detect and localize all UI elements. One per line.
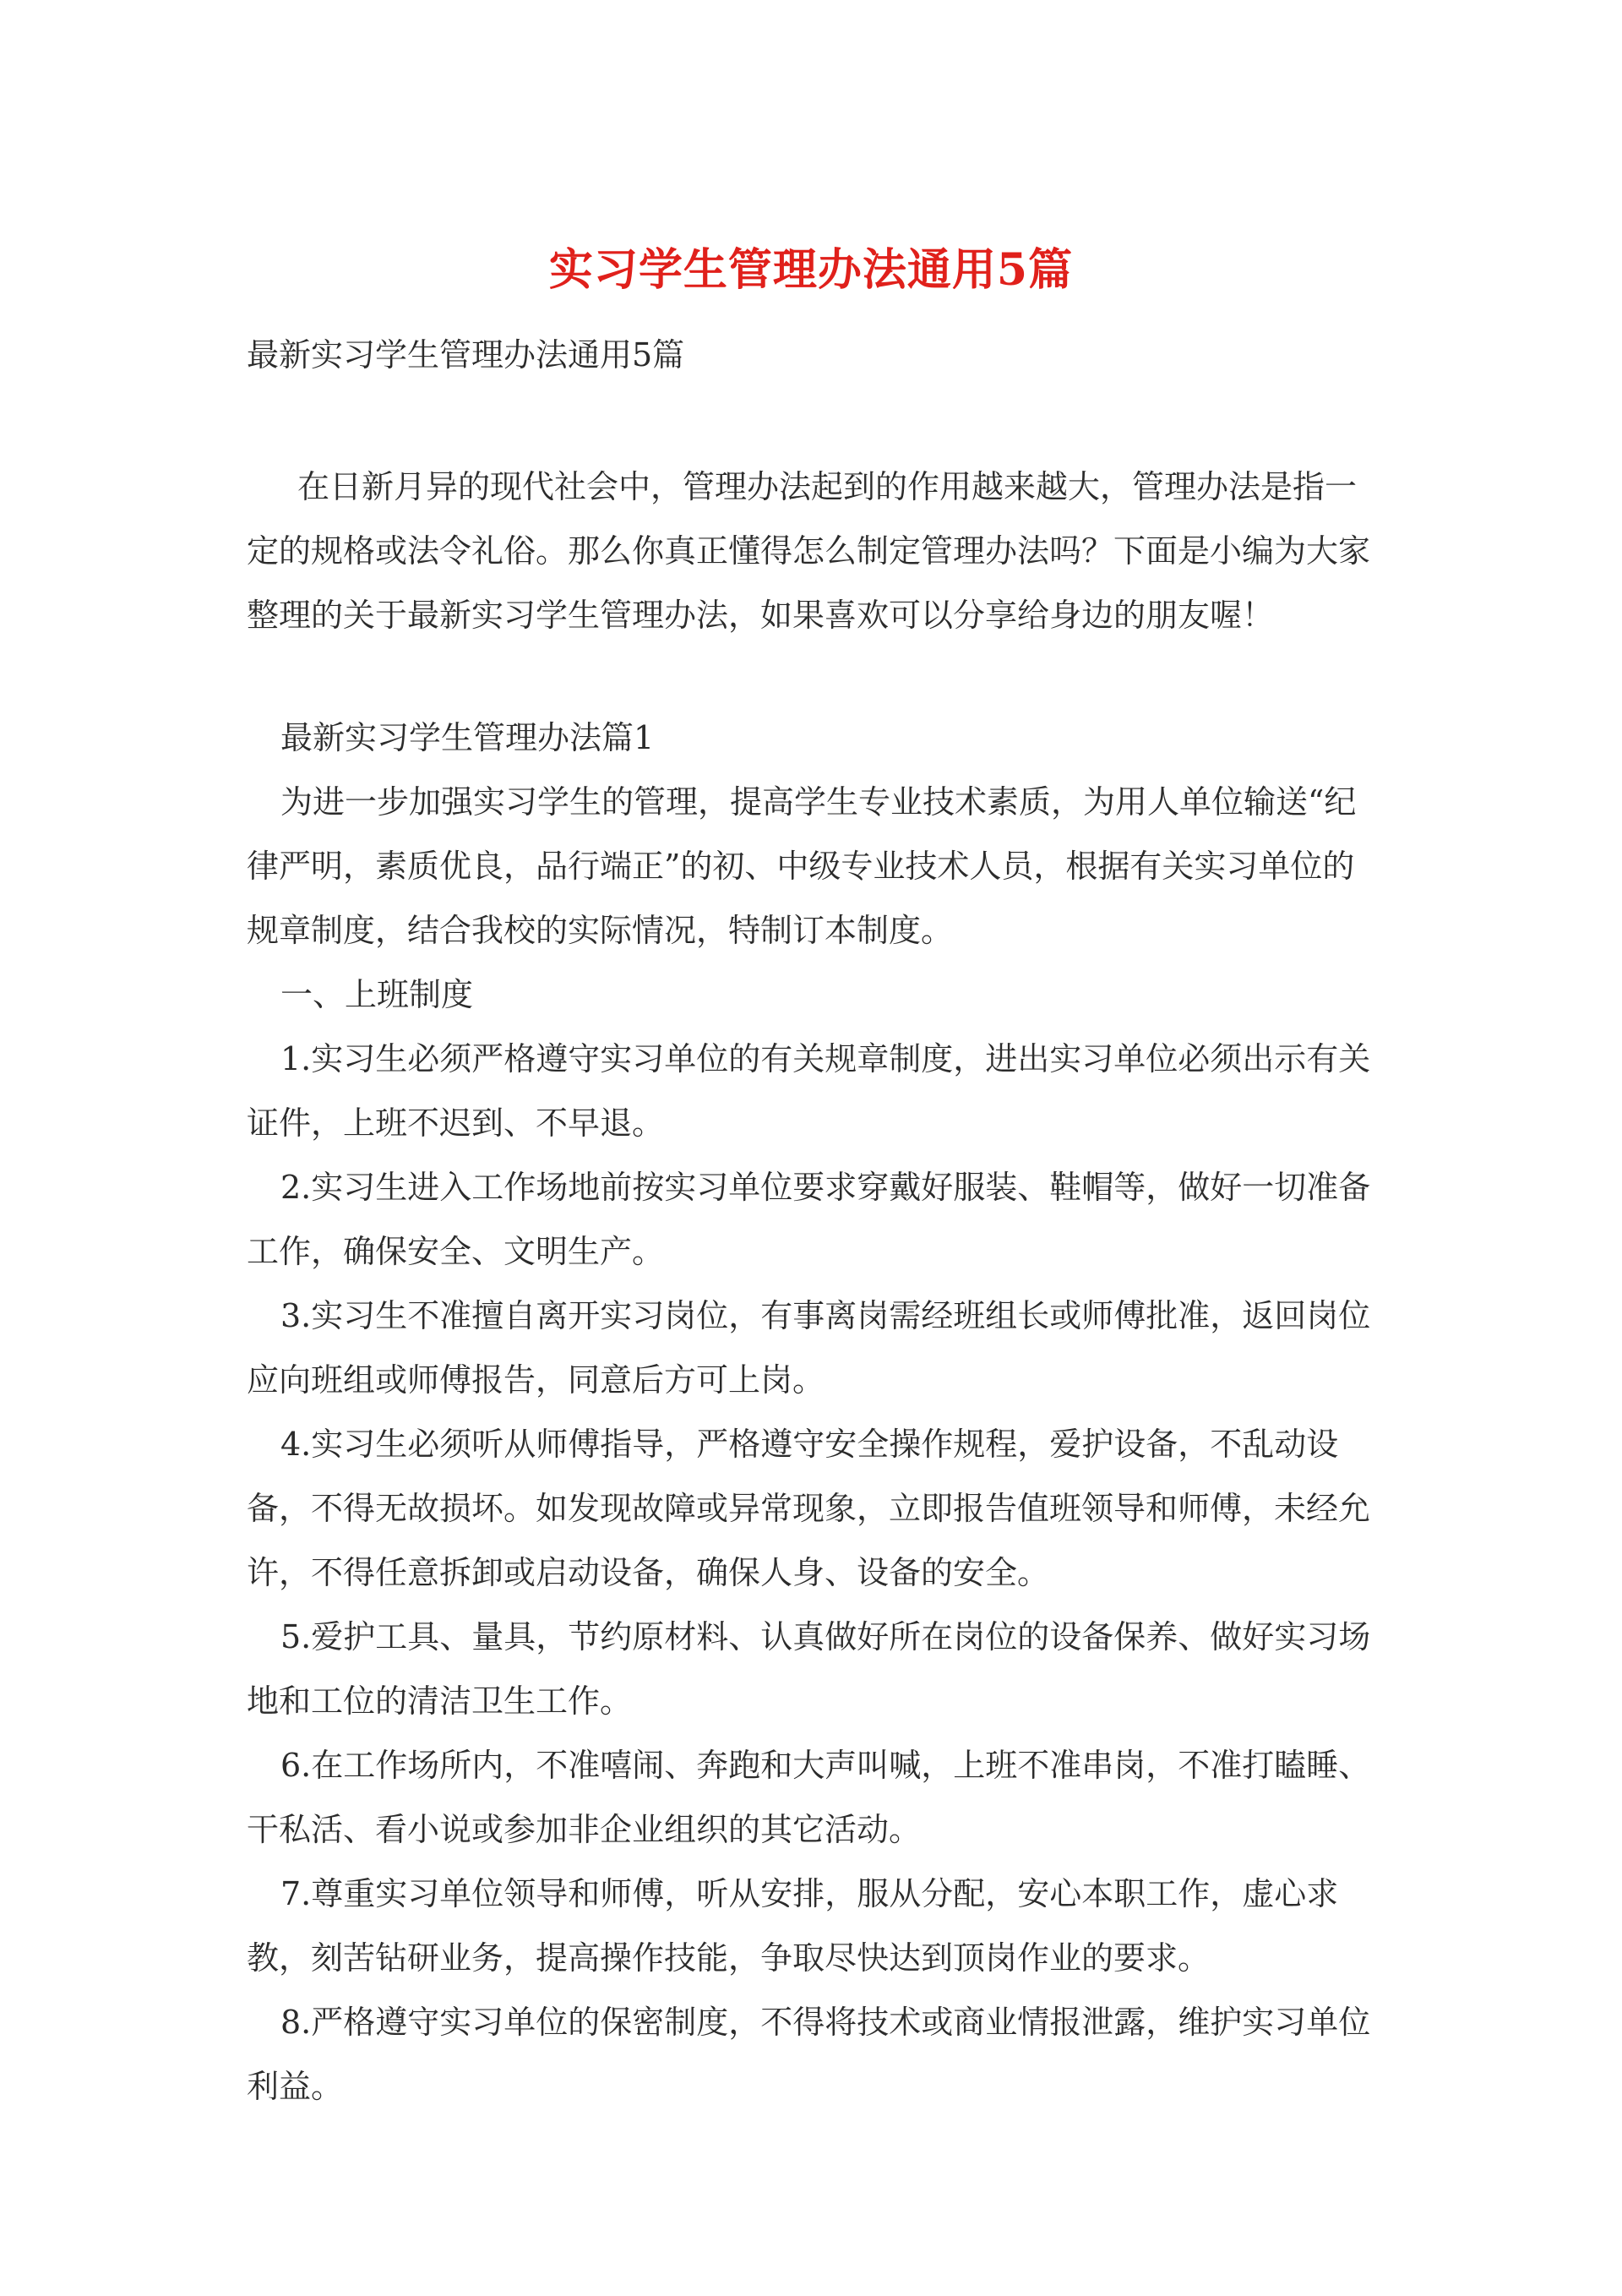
rule-item: 7.尊重实习单位领导和师傅，听从安排，服从分配，安心本职工作，虚心求教，刻苦钻研业务，提高操作技能，争取尽快达到顶岗作业的要求。 — [247, 1875, 1339, 1977]
rule-item: 5.爱护工具、量具，节约原材料、认真做好所在岗位的设备保养、做好实习场地和工位的清洁卫生工作。 — [247, 1618, 1371, 1720]
rule-item: 1.实习生必须严格遵守实习单位的有关规章制度，进出实习单位必须出示有关证件，上班不迟到、不早退。 — [247, 1040, 1371, 1142]
rule-item: 6.在工作场所内，不准嘻闹、奔跑和大声叫喊，上班不准串岗，不准打瞌睡、干私活、看小说或参加非企业组织的其它活动。 — [247, 1747, 1371, 1848]
chapter-heading: 最新实习学生管理办法篇1 — [280, 719, 655, 756]
intro-paragraph: 在日新月异的现代社会中，管理办法起到的作用越来越大，管理办法是指一定的规格或法令礼俗。那么你真正懂得怎么制定管理办法吗？下面是小编为大家整理的关于最新实习学生管理办法，如果喜欢可以分享给身边的朋友喔！ — [247, 468, 1371, 634]
rule-item: 8.严格遵守实习单位的保密制度，不得将技术或商业情报泄露，维护实习单位利益。 — [247, 2004, 1371, 2105]
section-heading: 一、上班制度 — [280, 976, 474, 1013]
document-title: 实习学生管理办法通用5篇 — [548, 244, 1074, 296]
document-body — [247, 706, 1379, 2119]
rule-item: 4.实习生必须听从师傅指导，严格遵守安全操作规程，爱护设备，不乱动设备，不得无故损坏。如发现故障或异常现象，立即报告值班领导和师傅，未经允许，不得任意拆卸或启动设备，确保人身、设备的安全。 — [247, 1426, 1371, 1591]
rule-item: 2.实习生进入工作场地前按实习单位要求穿戴好服装、鞋帽等，做好一切准备工作，确保安全、文明生产。 — [247, 1169, 1371, 1270]
chapter-intro-paragraph: 为进一步加强实习学生的管理，提高学生专业技术素质，为用人单位输送“纪律严明，素质优良，品行端正”的初、中级专业技术人员，根据有关实习单位的规章制度，结合我校的实际情况，特制订本制度。 — [247, 783, 1357, 949]
rule-item: 3.实习生不准擅自离开实习岗位，有事离岗需经班组长或师傅批准，返回岗位应向班组或师傅报告，同意后方可上岗。 — [247, 1297, 1371, 1399]
document-subtitle: 最新实习学生管理办法通用5篇 — [247, 336, 685, 374]
